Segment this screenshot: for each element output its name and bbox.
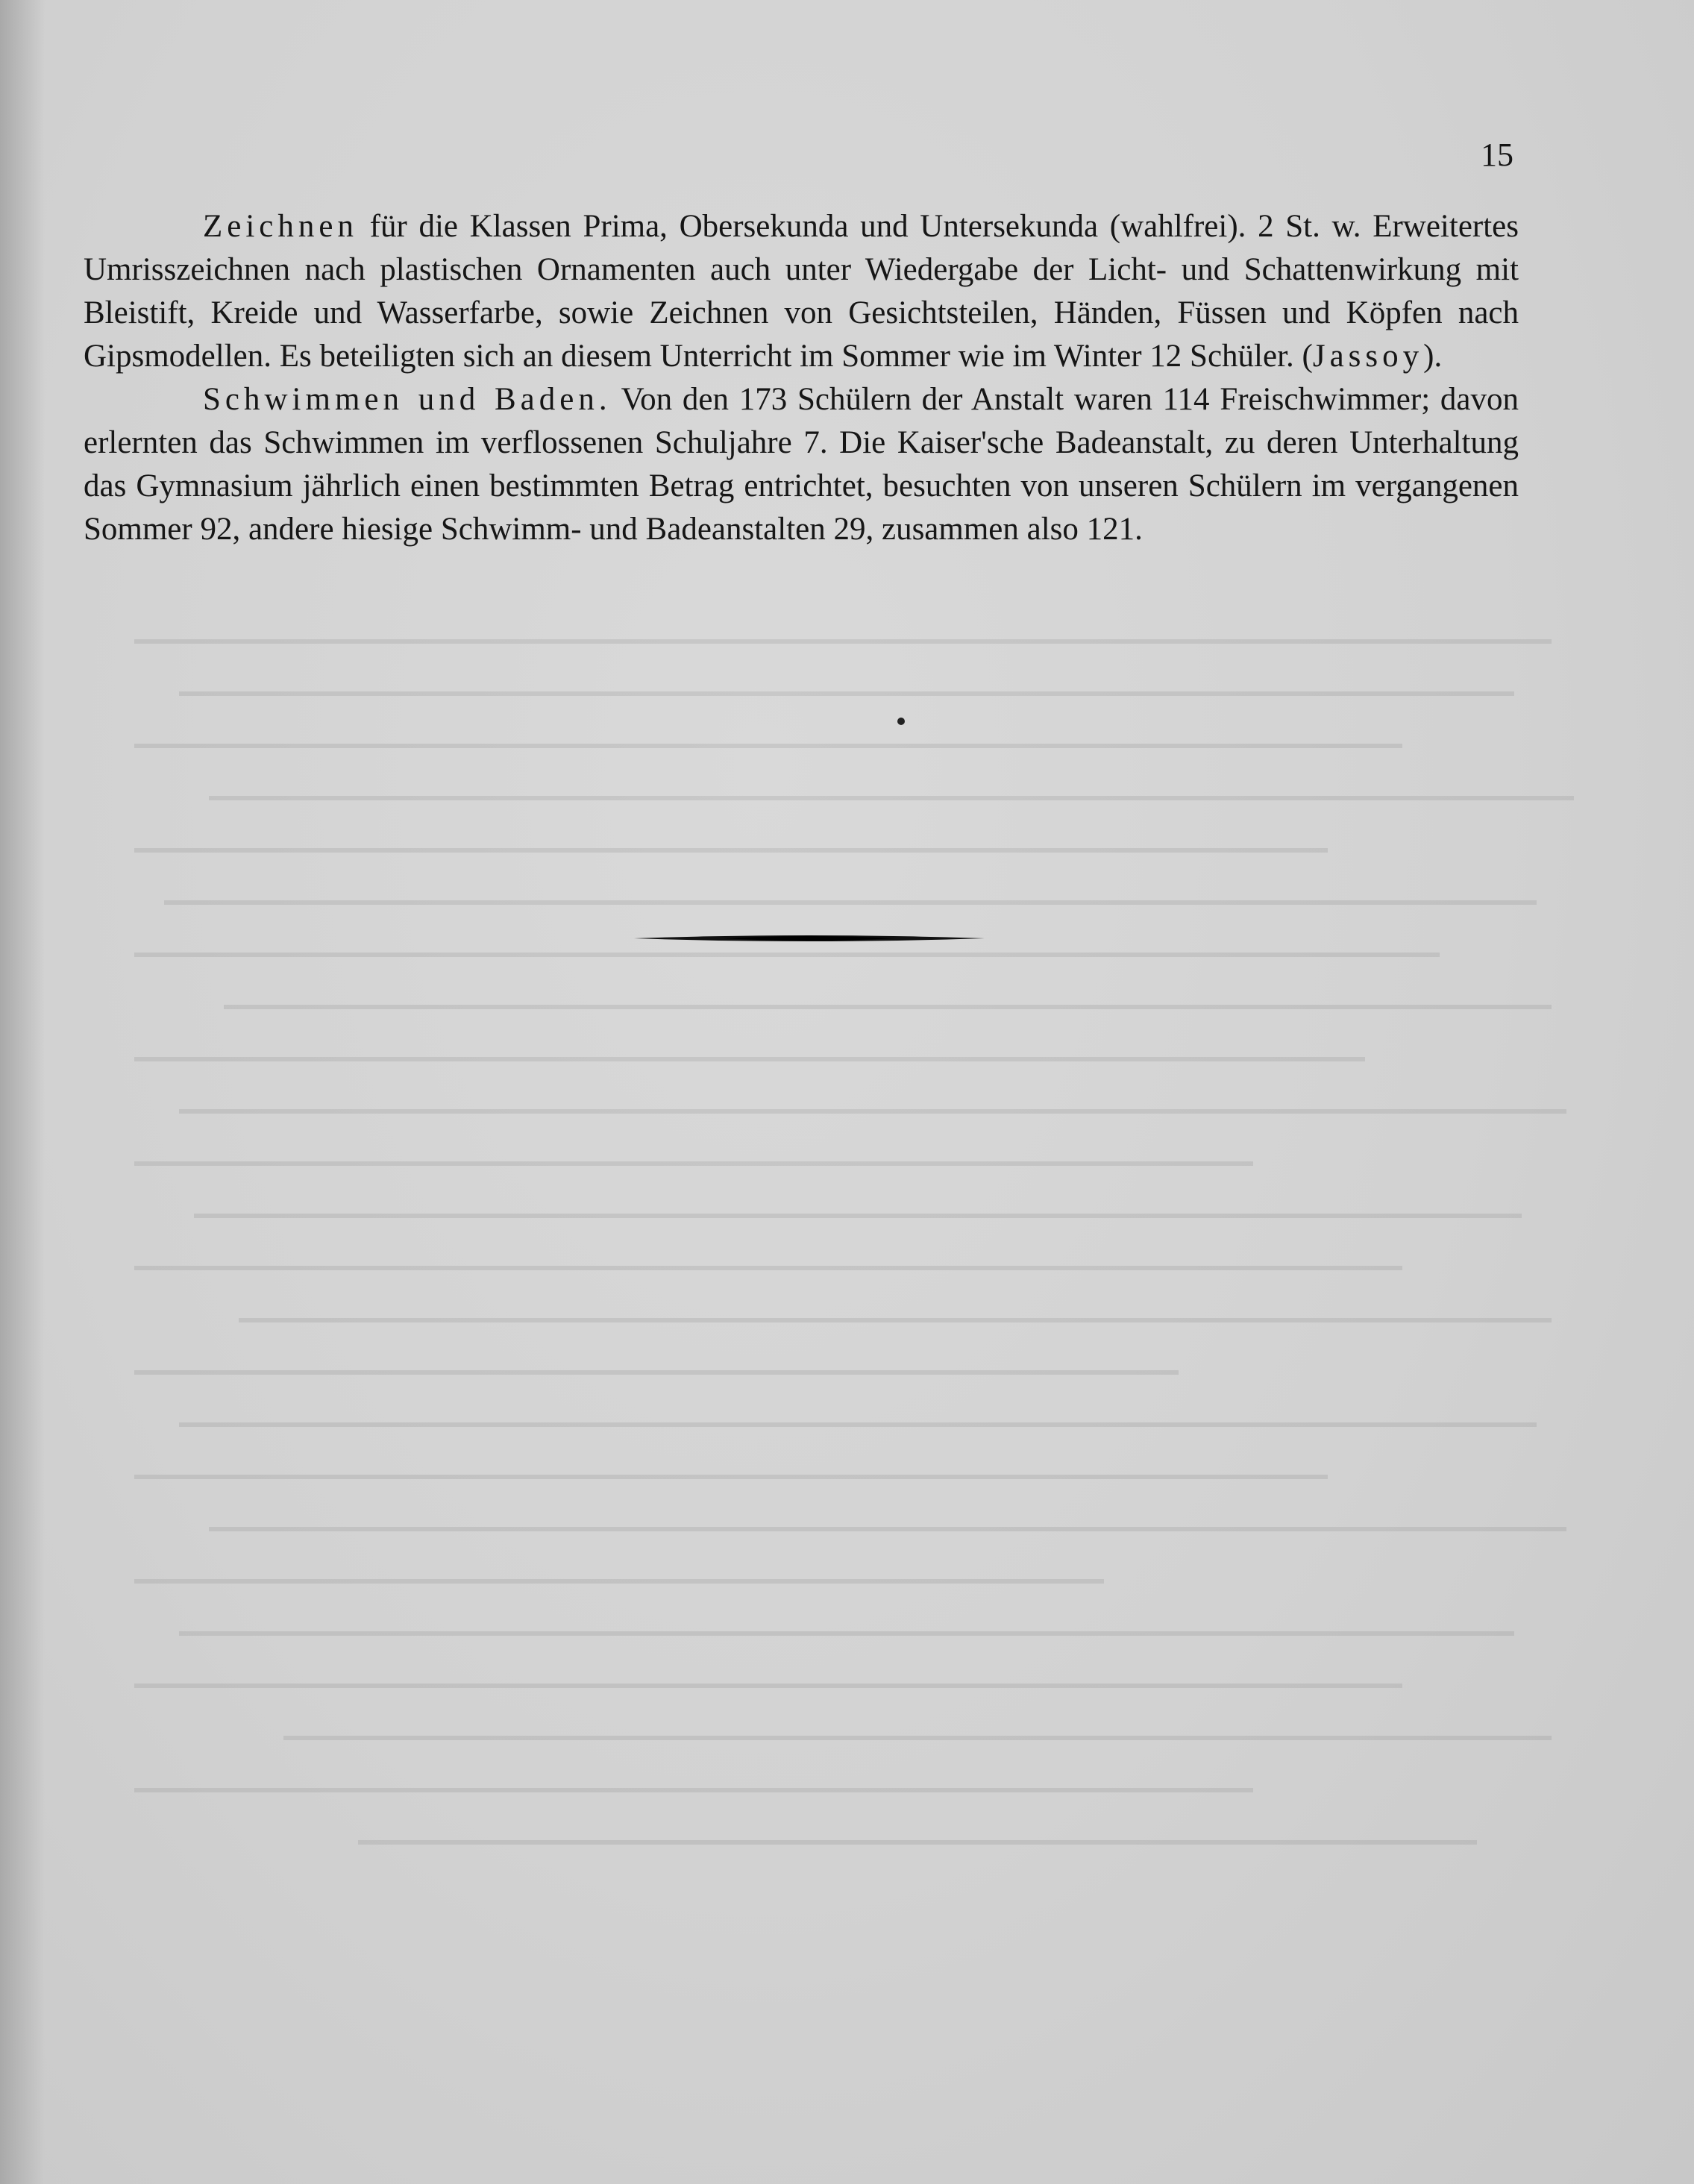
- body-text: [84, 205, 1519, 551]
- paragraph-closing-drawing: ).: [1423, 339, 1443, 374]
- section-end-ornament: [634, 931, 985, 946]
- page-number: 15: [1481, 136, 1513, 173]
- paragraph-text-drawing: für die Klassen Prima, Obersekunda und Untersekunda (wahlfrei). 2 St. w. Erweitertes Umrisszeichnen nach plastischen Ornamenten auch unter Wiedergabe der Licht- und Schattenwirkung mit Bleistift, Kreide und Wasserfarbe, sowie Zeichnen von Gesichtsteilen, Händen, Füssen und Köpfen nach Gipsmodellen. Es beteiligten sich an diesem Unterricht im Sommer wie im Winter 12 Schüler. (: [84, 209, 1519, 374]
- paragraph-heading-swimming: Schwimmen und Baden.: [203, 382, 612, 417]
- paragraph-heading-drawing: Zeichnen: [203, 209, 358, 244]
- paragraph-swimming: [84, 378, 1519, 551]
- ink-speck: [897, 718, 905, 725]
- bleed-through-texture: [134, 612, 1589, 1954]
- teacher-name: Jassoy: [1312, 339, 1424, 374]
- paragraph-drawing: [84, 205, 1519, 378]
- paragraph-text-swimming: Von den 173 Schülern der Anstalt waren 114 Freischwimmer; davon erlernten das Schwimmen im verflossenen Schuljahre 7. Die Kaiser'sche Badeanstalt, zu deren Unterhaltung das Gymnasium jährlich einen bestimmten Betrag entrichtet, besuchten von unseren Schülern im vergangenen Sommer 92, andere hiesige Schwimm- und Badeanstalten 29, zusammen also 121.: [84, 382, 1519, 547]
- binding-shadow: [0, 0, 45, 2184]
